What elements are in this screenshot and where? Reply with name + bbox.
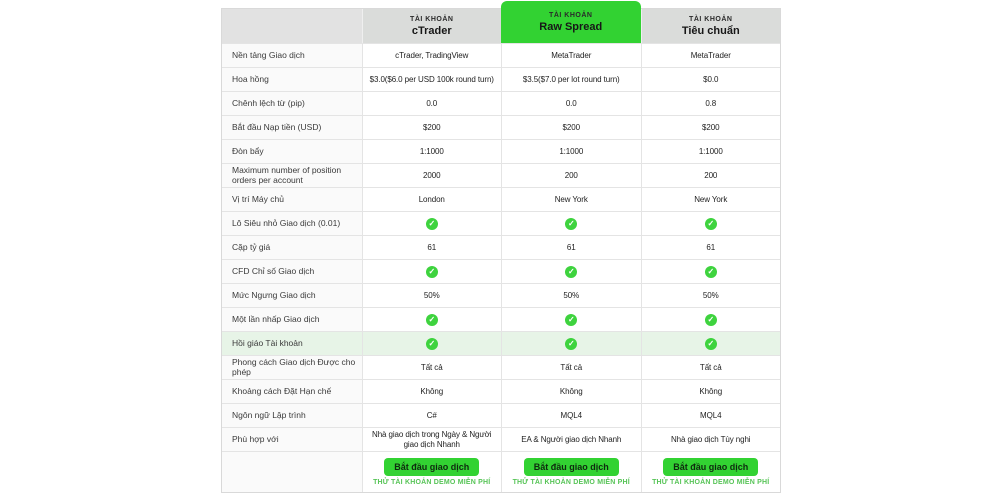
row-value bbox=[641, 332, 781, 355]
row-label: Hoa hồng bbox=[222, 68, 362, 91]
column-name: Raw Spread bbox=[539, 20, 603, 33]
row-value: MQL4 bbox=[641, 404, 781, 427]
row-value: Tất cả bbox=[362, 356, 502, 379]
row-value bbox=[362, 260, 502, 283]
row-label: Bắt đầu Nạp tiền (USD) bbox=[222, 116, 362, 139]
row-value: 1:1000 bbox=[362, 140, 502, 163]
cta-cell-standard bbox=[641, 452, 781, 492]
row-label: Phong cách Giao dịch Được cho phép bbox=[222, 356, 362, 379]
column-header-ctrader bbox=[362, 9, 502, 43]
row-label: Maximum number of position orders per account bbox=[222, 164, 362, 187]
row-label: Khoảng cách Đặt Hạn chế bbox=[222, 380, 362, 403]
check-icon: ✓ bbox=[565, 218, 577, 230]
table-row bbox=[222, 67, 780, 91]
row-value bbox=[501, 212, 641, 235]
column-kicker: TÀI KHOẢN bbox=[410, 15, 454, 23]
column-kicker: TÀI KHOẢN bbox=[689, 15, 733, 23]
row-value: Nhà giao dịch trong Ngày & Người giao dịch Nhanh bbox=[362, 428, 502, 451]
row-value bbox=[501, 332, 641, 355]
check-icon: ✓ bbox=[426, 314, 438, 326]
row-label: Chênh lệch từ (pip) bbox=[222, 92, 362, 115]
row-value: 61 bbox=[362, 236, 502, 259]
table-row bbox=[222, 91, 780, 115]
row-value: $0.0 bbox=[641, 68, 781, 91]
row-value: Không bbox=[501, 380, 641, 403]
row-label: Một lần nhấp Giao dịch bbox=[222, 308, 362, 331]
table-row bbox=[222, 379, 780, 403]
start-trading-button-ctrader[interactable]: Bắt đầu giao dịch bbox=[384, 458, 479, 476]
account-comparison-table bbox=[221, 8, 781, 493]
row-value: $200 bbox=[641, 116, 781, 139]
check-icon: ✓ bbox=[426, 218, 438, 230]
table-row bbox=[222, 331, 780, 355]
row-value: Không bbox=[641, 380, 781, 403]
table-row bbox=[222, 139, 780, 163]
row-value: 200 bbox=[501, 164, 641, 187]
row-value: 1:1000 bbox=[501, 140, 641, 163]
check-icon: ✓ bbox=[565, 338, 577, 350]
row-label: Mức Ngưng Giao dịch bbox=[222, 284, 362, 307]
check-icon: ✓ bbox=[705, 266, 717, 278]
row-value: EA & Người giao dịch Nhanh bbox=[501, 428, 641, 451]
row-value: 50% bbox=[362, 284, 502, 307]
demo-account-link-ctrader[interactable]: THỬ TÀI KHOẢN DEMO MIỄN PHÍ bbox=[373, 479, 491, 486]
column-name: Tiêu chuẩn bbox=[681, 24, 740, 37]
row-label: Phù hợp với bbox=[222, 428, 362, 451]
start-trading-button-standard[interactable]: Bắt đầu giao dịch bbox=[663, 458, 758, 476]
table-row bbox=[222, 235, 780, 259]
cta-cell-ctrader bbox=[362, 452, 502, 492]
row-value: 0.0 bbox=[362, 92, 502, 115]
row-value bbox=[641, 260, 781, 283]
row-value: 50% bbox=[641, 284, 781, 307]
table-row bbox=[222, 355, 780, 379]
table-row bbox=[222, 43, 780, 67]
check-icon: ✓ bbox=[705, 218, 717, 230]
check-icon: ✓ bbox=[565, 314, 577, 326]
row-value: $200 bbox=[362, 116, 502, 139]
check-icon: ✓ bbox=[705, 314, 717, 326]
column-name: cTrader bbox=[411, 24, 452, 37]
row-label: Hồi giáo Tài khoản bbox=[222, 332, 362, 355]
row-value bbox=[641, 308, 781, 331]
table-header bbox=[222, 9, 780, 43]
table-row bbox=[222, 259, 780, 283]
row-value bbox=[641, 212, 781, 235]
row-value: Tất cả bbox=[641, 356, 781, 379]
row-value bbox=[501, 308, 641, 331]
table-body bbox=[222, 43, 780, 451]
table-row bbox=[222, 307, 780, 331]
row-value bbox=[362, 212, 502, 235]
row-value bbox=[362, 308, 502, 331]
row-value: $200 bbox=[501, 116, 641, 139]
row-value: $3.0($6.0 per USD 100k round turn) bbox=[362, 68, 502, 91]
row-value bbox=[501, 260, 641, 283]
table-row bbox=[222, 403, 780, 427]
row-value: Tất cả bbox=[501, 356, 641, 379]
row-value: C# bbox=[362, 404, 502, 427]
table-row bbox=[222, 115, 780, 139]
row-value: New York bbox=[501, 188, 641, 211]
demo-account-link-standard[interactable]: THỬ TÀI KHOẢN DEMO MIỄN PHÍ bbox=[652, 479, 770, 486]
demo-account-link-raw-spread[interactable]: THỬ TÀI KHOẢN DEMO MIỄN PHÍ bbox=[512, 479, 630, 486]
row-label: Ngôn ngữ Lập trình bbox=[222, 404, 362, 427]
cta-row bbox=[222, 451, 780, 492]
cta-cell-raw-spread bbox=[501, 452, 641, 492]
row-value: $3.5($7.0 per lot round turn) bbox=[501, 68, 641, 91]
row-label: Vị trí Máy chủ bbox=[222, 188, 362, 211]
row-label: Lô Siêu nhỏ Giao dịch (0.01) bbox=[222, 212, 362, 235]
start-trading-button-raw-spread[interactable]: Bắt đầu giao dịch bbox=[524, 458, 619, 476]
row-value: Nhà giao dịch Tùy nghi bbox=[641, 428, 781, 451]
column-header-standard bbox=[641, 9, 781, 43]
table-row bbox=[222, 211, 780, 235]
row-label: Nền tảng Giao dịch bbox=[222, 44, 362, 67]
row-value: 0.8 bbox=[641, 92, 781, 115]
row-label: CFD Chỉ số Giao dịch bbox=[222, 260, 362, 283]
table-row bbox=[222, 283, 780, 307]
row-value: 61 bbox=[501, 236, 641, 259]
row-value: 1:1000 bbox=[641, 140, 781, 163]
row-label: Cặp tỷ giá bbox=[222, 236, 362, 259]
row-value: MetaTrader bbox=[641, 44, 781, 67]
row-value: MQL4 bbox=[501, 404, 641, 427]
table-row bbox=[222, 163, 780, 187]
row-value: 200 bbox=[641, 164, 781, 187]
row-value: 61 bbox=[641, 236, 781, 259]
row-value: New York bbox=[641, 188, 781, 211]
table-row bbox=[222, 187, 780, 211]
row-value: Không bbox=[362, 380, 502, 403]
table-row bbox=[222, 427, 780, 451]
cta-empty-cell bbox=[222, 452, 362, 492]
row-value: 50% bbox=[501, 284, 641, 307]
check-icon: ✓ bbox=[426, 266, 438, 278]
row-value: 0.0 bbox=[501, 92, 641, 115]
column-kicker: TÀI KHOẢN bbox=[549, 11, 593, 19]
check-icon: ✓ bbox=[426, 338, 438, 350]
row-value: cTrader, TradingView bbox=[362, 44, 502, 67]
header-empty-cell bbox=[222, 9, 362, 43]
row-value: MetaTrader bbox=[501, 44, 641, 67]
column-header-raw-spread bbox=[501, 1, 641, 43]
row-value: London bbox=[362, 188, 502, 211]
check-icon: ✓ bbox=[565, 266, 577, 278]
row-label: Đòn bẩy bbox=[222, 140, 362, 163]
check-icon: ✓ bbox=[705, 338, 717, 350]
row-value bbox=[362, 332, 502, 355]
row-value: 2000 bbox=[362, 164, 502, 187]
